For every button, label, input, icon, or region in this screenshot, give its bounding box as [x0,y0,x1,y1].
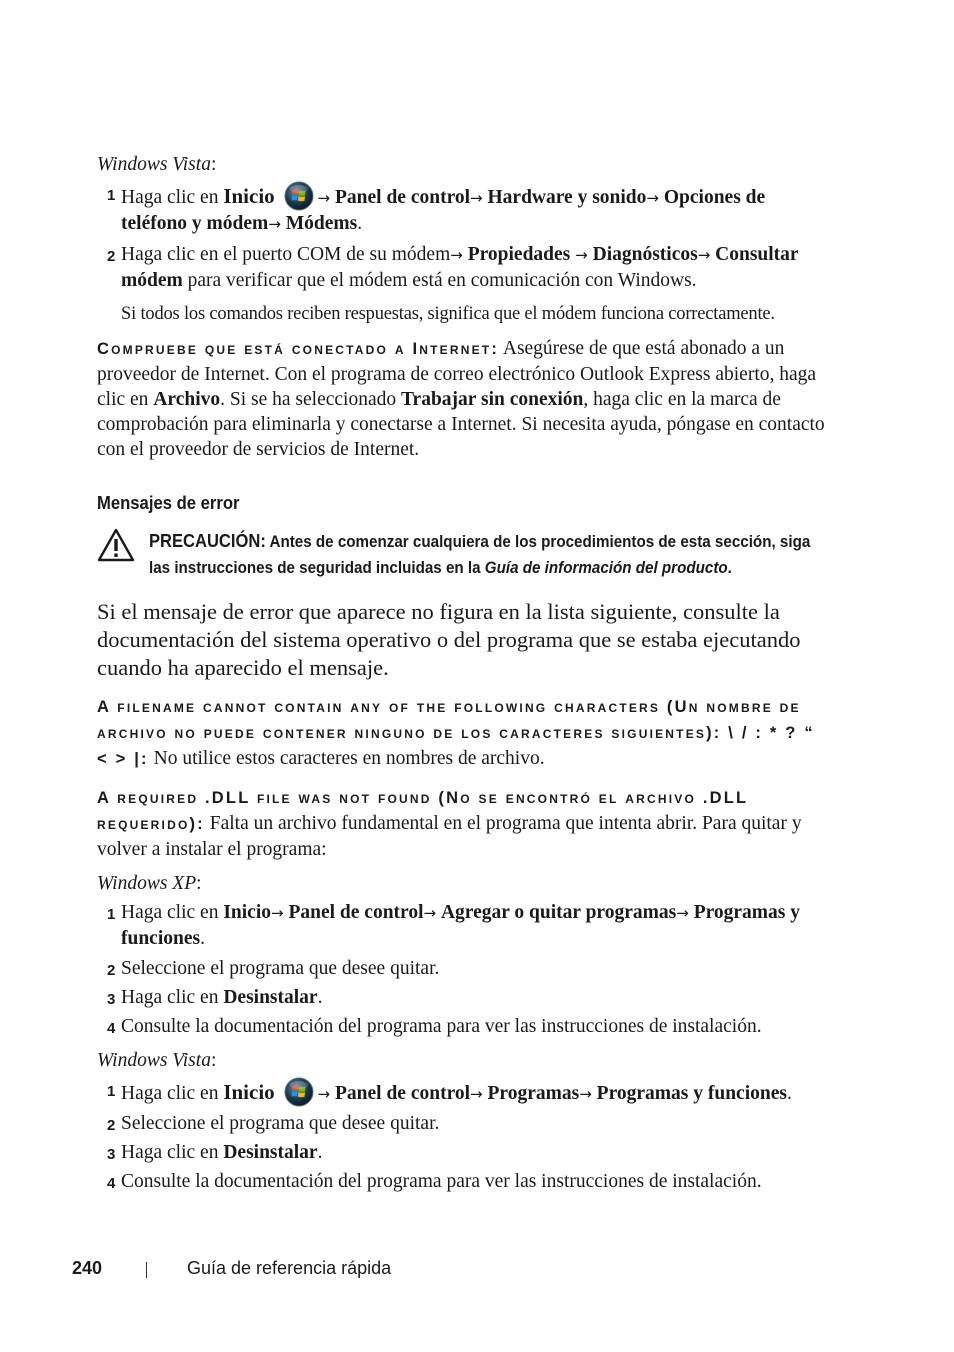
vista-uninstall-steps [97,1077,825,1194]
page-number: 240 [72,1258,103,1278]
list-item: 2 Seleccione el programa que desee quitar. [107,958,440,979]
inicio-label: Inicio [223,184,275,208]
internet-check-label: Compruebe que está conectado a Internet: [97,340,500,358]
list-item: 1 Haga clic en Inicio → Panel de control→ Programas→ Programas y funciones. [97,1077,825,1107]
os-label-vista: Windows Vista: [97,154,217,175]
vista-modem-steps [97,181,825,293]
os-label-xp: Windows XP: [97,873,202,894]
section-heading: Mensajes de error [97,492,240,513]
error-filename-paragraph: A filename cannot contain any of the following characters (Un nombre de archivo no puede contener ninguno de los caracteres siguientes): \ / : * ? “ < > |: No utilice estos caracteres en nombres de archivo. [97,698,815,769]
list-item: 3 Haga clic en Desinstalar. [107,987,323,1008]
list-item: 3 Haga clic en Desinstalar. [107,1142,323,1163]
error-dll-label: A required .DLL file was not found (No se encontró el archivo .DLL requerido): [97,789,748,833]
os-label-vista-2: Windows Vista: [97,1050,217,1071]
footer-title: Guía de referencia rápida [187,1258,392,1278]
list-item: 4 Consulte la documentación del programa para ver las instrucciones de instalación. [107,1171,762,1192]
xp-uninstall-steps [97,900,825,1039]
page-content [97,152,825,1194]
warning-triangle-icon [97,528,135,562]
caution-box [97,528,825,581]
list-item: 2 Seleccione el programa que desee quitar. [107,1113,440,1134]
list-item: 1 Haga clic en Inicio→ Panel de control→ Agregar o quitar programas→ Programas y funciones. [107,902,801,949]
list-item: 2 Haga clic en el puerto COM de su módem→ Propiedades → Diagnósticos→ Consultar módem para verificar que el módem está en comunicación con Windows. [107,244,799,291]
intro-paragraph: Si el mensaje de error que aparece no figura en la lista siguiente, consulte la documentación del sistema operativo o del programa que se estaba ejecutando cuando ha aparecido el mensaje. [97,599,801,680]
page-footer [72,1258,492,1282]
windows-start-icon [284,1077,314,1107]
internet-check-paragraph: Compruebe que está conectado a Internet: Asegúrese de que está abonado a un proveedor de Internet. Con el programa de correo electrónico Outlook Express abierto, haga clic en Archivo. Si se ha seleccionado Trabajar sin conexión, haga clic en la marca de comprobación para eliminarla y conectarse a Internet. Si necesita ayuda, póngase en contacto con el proveedor de servicios de Internet. [97,338,825,460]
footer-divider [146,1262,147,1278]
windows-start-icon [284,181,314,211]
list-item: 1 Haga clic en Inicio → Panel de control→ Hardware y sonido→ Opciones de teléfono y módem→ Módems. [97,181,825,237]
error-filename-label: A filename cannot contain any of the following characters (Un nombre de archivo no puede contener ninguno de los caracteres siguientes): \ / : * ? “ < > |: [97,698,815,768]
list-item: 4 Consulte la documentación del programa para ver las instrucciones de instalación. [107,1016,762,1037]
error-dll-paragraph: A required .DLL file was not found (No se encontró el archivo .DLL requerido): Falta un archivo fundamental en el programa que intenta abrir. Para quitar y volver a instalar el programa: [97,789,802,860]
caution-text: PRECAUCIÓN: Antes de comenzar cualquiera de los procedimientos de esta sección, siga las instrucciones de seguridad incluidas en la Guía de información del producto. [149,531,811,577]
guide-reference: Guía de información del producto [484,559,728,577]
modem-note: Si todos los comandos reciben respuestas, significa que el módem funciona correctamente. [121,304,775,324]
